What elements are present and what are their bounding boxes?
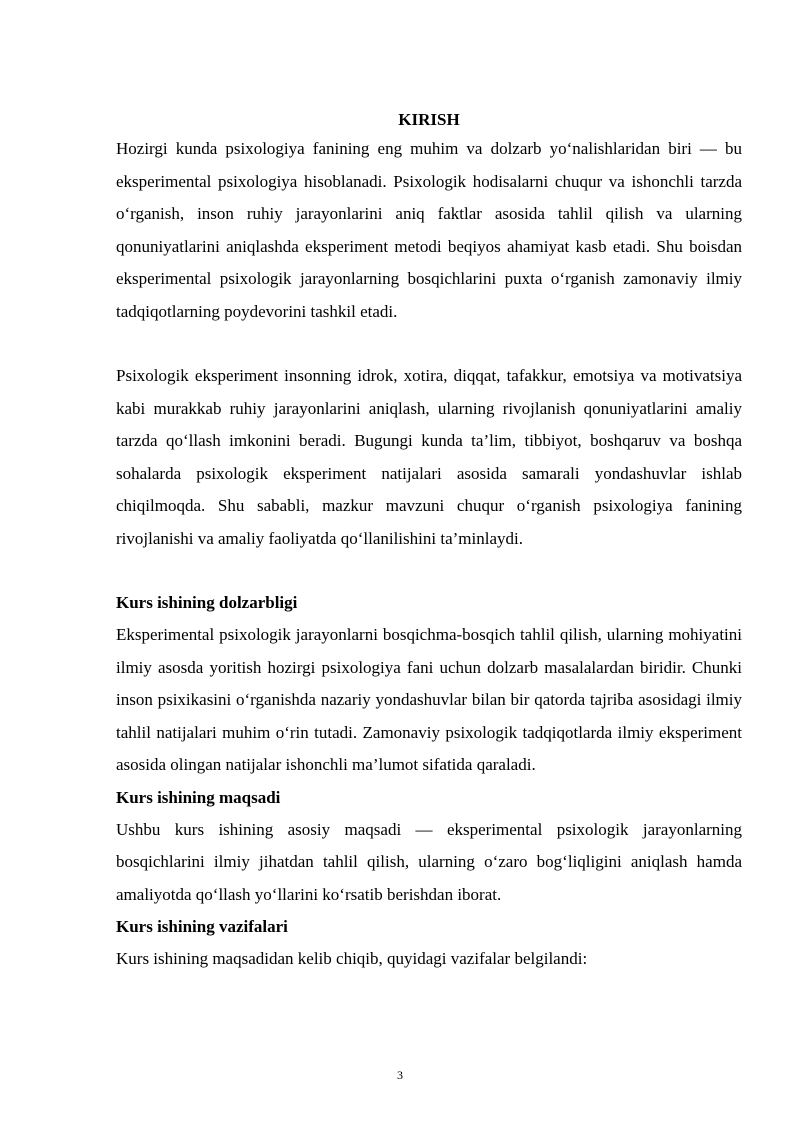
intro-paragraph-1: Hozirgi kunda psixologiya fanining eng muhim va dolzarb yo‘nalishlaridan biri — bu eksperimental psixologiya hisoblanadi. Psixologik hodisalarni chuqur va ishonchli tarzda o‘rganish, inson ruhiy jarayonlarini aniq faktlar asosida tahlil qilish va ularning qonuniyatlarini aniqlashda eksperiment metodi beqiyos ahamiyat kasb etadi. Shu boisdan eksperimental psixologik jarayonlarning bosqichlarini puxta o‘rganish zamonaviy ilmiy tadqiqotlarning poydevorini tashkil etadi.: [116, 139, 742, 321]
relevance-heading: Kurs ishining dolzarbligi: [116, 593, 298, 612]
paragraph-spacer: [116, 328, 742, 360]
tasks-paragraph: Kurs ishining maqsadidan kelib chiqib, quyidagi vazifalar belgilandi:: [116, 949, 588, 968]
page-title: KIRISH: [398, 110, 460, 129]
document-page: [116, 107, 742, 976]
intro-paragraph-2: Psixologik eksperiment insonning idrok, xotira, diqqat, tafakkur, emotsiya va motivatsiya kabi murakkab ruhiy jarayonlarini aniqlash, ularning rivojlanish qonuniyatlarini amaliy tarzda qo‘llash imkonini beradi. Bugungi kunda ta’lim, tibbiyot, boshqaruv va boshqa sohalarda psixologik eksperiment natijalari asosida samarali yondashuvlar ishlab chiqilmoqda. Shu sababli, mazkur mavzuni chuqur o‘rganish psixologiya fanining rivojlanishi va amaliy faoliyatda qo‘llanilishini ta’minlaydi.: [116, 366, 742, 548]
paragraph-spacer: [116, 555, 742, 587]
goal-heading: Kurs ishining maqsadi: [116, 787, 281, 807]
tasks-heading: Kurs ishining vazifalari: [116, 917, 288, 936]
relevance-paragraph: Eksperimental psixologik jarayonlarni bosqichma-bosqich tahlil qilish, ularning mohiyatini ilmiy asosda yoritish hozirgi psixologiya fani uchun dolzarb masalalardan biridir. Chunki inson psixikasini o‘rganishda nazariy yondashuvlar bilan bir qatorda tajriba asosidagi ilmiy tahlil natijalari muhim o‘rin tutadi. Zamonaviy psixologik tadqiqotlarda ilmiy eksperiment asosida olingan natijalar ishonchli ma’lumot sifatida qaraladi.: [116, 625, 742, 774]
goal-paragraph: Ushbu kurs ishining asosiy maqsadi — eksperimental psixologik jarayonlarning bosqichlarini ilmiy jihatdan tahlil qilish, ularning o‘zaro bog‘liqligini aniqlash hamda amaliyotda qo‘llash yo‘llarini ko‘rsatib berishdan iborat.: [116, 819, 742, 904]
page-number: 3: [397, 1068, 403, 1082]
